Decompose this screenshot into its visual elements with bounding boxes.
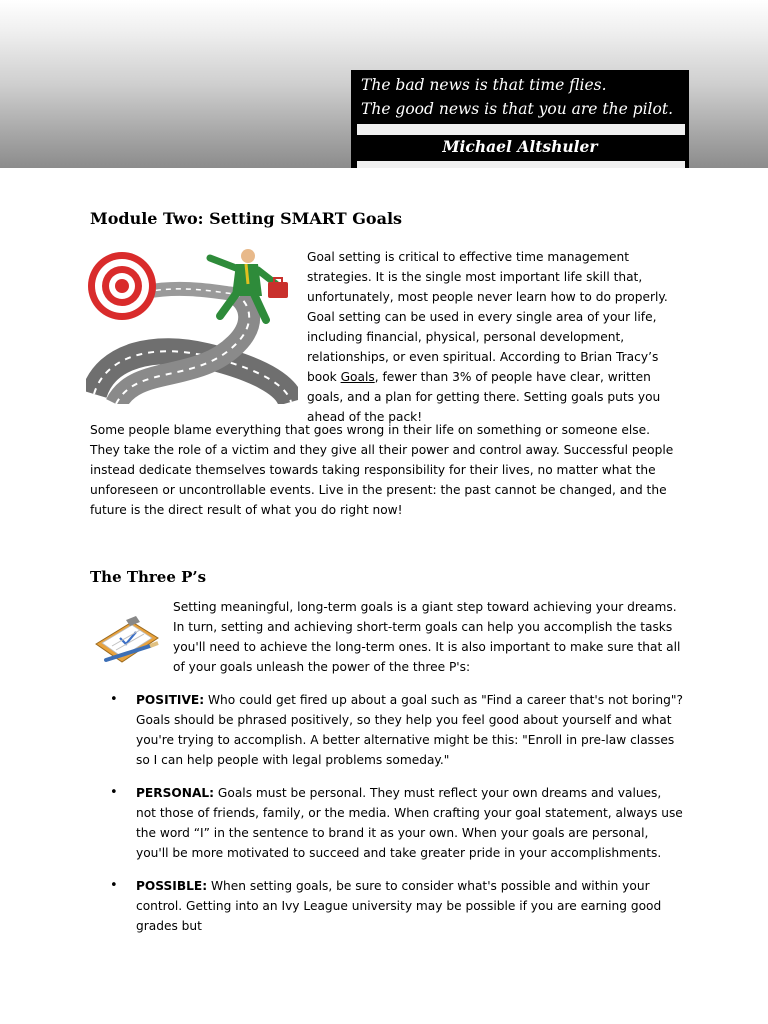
bullet-text: Who could get fired up about a goal such as "Find a career that's not boring"? Goals should be phrased positively, so they help you feel good about yourself and what you're trying to accomplish. A better alternative might be this: "Enroll in pre-law classes so I can help people with legal problems someday." — [136, 693, 683, 767]
list-item-positive — [110, 690, 684, 770]
three-ps-intro: Setting meaningful, long-term goals is a giant step toward achieving your dreams. In turn, setting and achieving short-term goals can help you accomplish the tasks you'll need to achieve the long-term ones. It is also important to make sure that all of your goals unleash the power of the three P's: — [173, 600, 681, 674]
goals-book-link[interactable]: Goals — [340, 370, 375, 384]
blame-paragraph: Some people blame everything that goes wrong in their life on something or someone else. They take the role of a victim and they give all their power and control away. Successful people instead dedicate themselves towards taking responsibility for their lives, no matter what the unforeseen or uncontrollable events. Live in the present: the past cannot be changed, and the future is the direct result of what you do right now! — [90, 423, 674, 517]
quote-divider — [357, 124, 685, 135]
target-icon — [88, 252, 156, 320]
bullet-text: When setting goals, be sure to consider what's possible and within your control. Getting into an Ivy League university may be possible if you are earning good grades but — [136, 879, 662, 933]
list-item-personal — [110, 783, 684, 863]
quote-line-2: The good news is that you are the pilot. — [361, 100, 673, 118]
bullet-icon: • — [110, 878, 118, 893]
quote-author: Michael Altshuler — [442, 137, 598, 156]
bullet-term: POSSIBLE: — [136, 879, 208, 893]
bullet-term: PERSONAL: — [136, 786, 215, 800]
three-ps-list — [110, 690, 684, 949]
bullet-text: Goals must be personal. They must reflect your own dreams and values, not those of friends, family, or the media. When crafting your goal statement, always use the word “I” in the sentence to brand it as your own. When your goals are personal, you'll be more motivated to succeed and take greater pride in your accomplishments. — [136, 786, 683, 860]
clipboard-pencil-icon — [92, 616, 164, 666]
list-item-possible — [110, 876, 684, 936]
intro-text-after: , fewer than 3% of people have clear, written goals, and a plan for getting there. Setting goals puts you ahead of the pack! — [307, 370, 661, 424]
quote-line-1: The bad news is that time flies. — [361, 76, 607, 94]
bullet-term: POSITIVE: — [136, 693, 205, 707]
quote-box — [351, 70, 689, 168]
section-title-three-ps: The Three P’s — [90, 568, 207, 586]
target-road-runner-illustration — [86, 244, 298, 404]
intro-paragraph — [307, 247, 679, 427]
module-title: Module Two: Setting SMART Goals — [90, 209, 403, 228]
bullet-icon: • — [110, 692, 118, 707]
intro-text-before: Goal setting is critical to effective time management strategies. It is the single most important life skill that, unfortunately, most people never learn how to do properly. Goal setting can be used in every single area of your life, including financial, physical, personal development, relationships, or even spiritual. According to Brian Tracy’s book — [307, 250, 668, 384]
bullet-icon: • — [110, 785, 118, 800]
quote-bottom-divider — [357, 161, 685, 168]
